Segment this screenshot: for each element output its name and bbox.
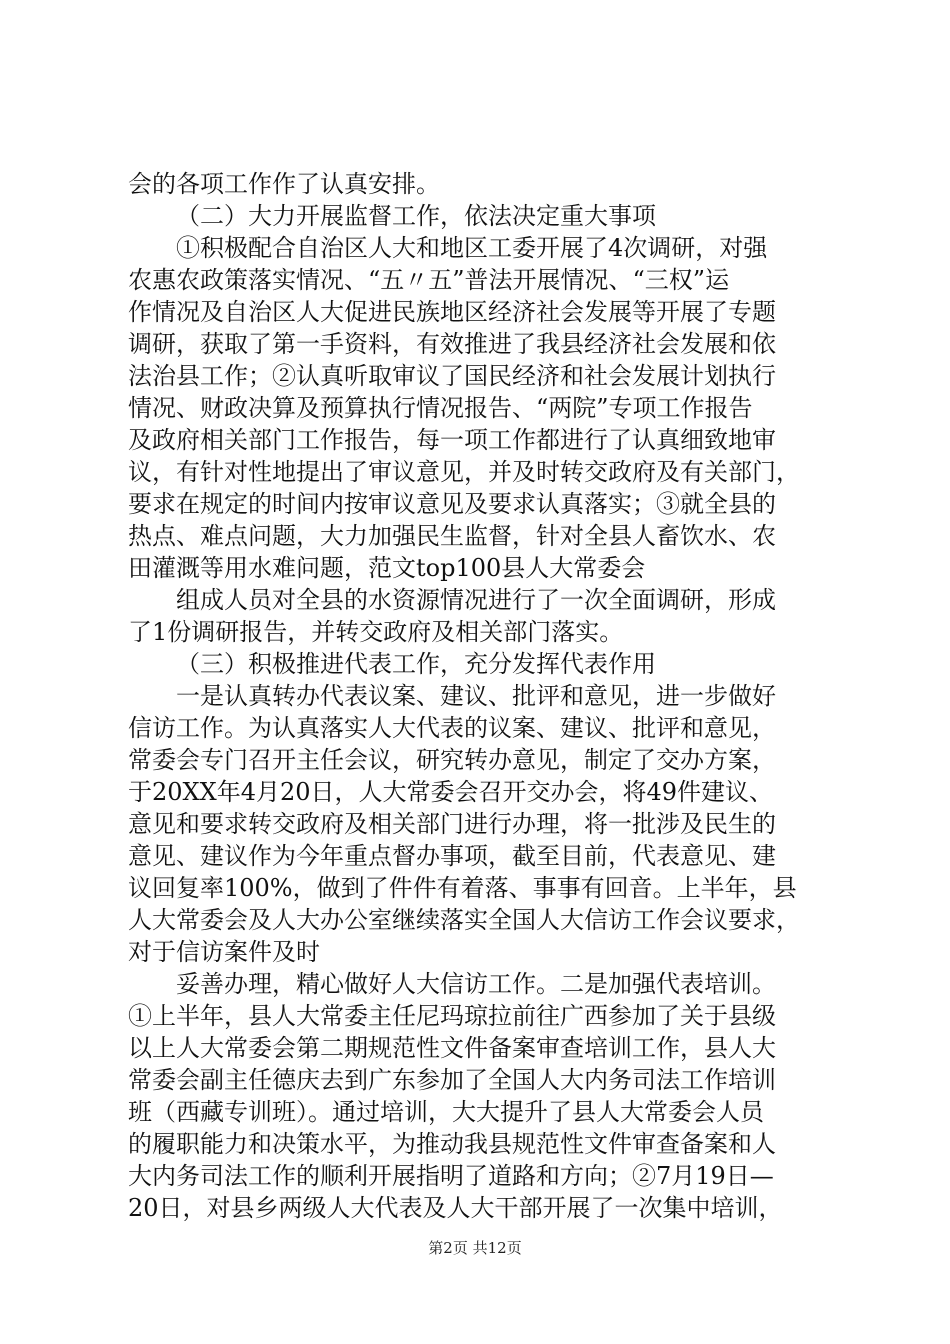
text-line: 组成人员对全县的水资源情况进行了一次全面调研，形成 (176, 586, 776, 614)
document-body (128, 168, 848, 1224)
text-line: 以上人大常委会第二期规范性文件备案审查培训工作，县人大 (128, 1034, 776, 1062)
text-line: 会的各项工作作了认真安排。 (128, 170, 440, 198)
text-line: 要求在规定的时间内按审议意见及要求认真落实；③就全县的 (128, 490, 776, 518)
text-line: 了1份调研报告，并转交政府及相关部门落实。 (128, 618, 624, 646)
text-line: 班（西藏专训班）。通过培训，大大提升了县人大常委会人员 (128, 1098, 764, 1126)
text-line: ①上半年，县人大常委主任尼玛琼拉前往广西参加了关于县级 (128, 1002, 776, 1030)
text-line: 意见、建议作为今年重点督办事项，截至目前，代表意见、建 (128, 842, 776, 870)
text-line: 常委会专门召开主任会议，研究转办意见，制定了交办方案， (128, 746, 776, 774)
text-line: 常委会副主任德庆去到广东参加了全国人大内务司法工作培训 (128, 1066, 776, 1094)
text-line: 热点、难点问题，大力加强民生监督，针对全县人畜饮水、农 (128, 522, 776, 550)
text-line: 农惠农政策落实情况、“五〃五”普法开展情况、“三权”运 (128, 266, 730, 294)
text-line: 作情况及自治区人大促进民族地区经济社会发展等开展了专题 (128, 298, 776, 326)
text-line: 法治县工作；②认真听取审议了国民经济和社会发展计划执行 (128, 362, 776, 390)
text-line: 调研，获取了第一手资料，有效推进了我县经济社会发展和依 (128, 330, 776, 358)
text-line: 一是认真转办代表议案、建议、批评和意见，进一步做好 (176, 682, 776, 710)
text-line: 20日，对县乡两级人大代表及人大干部开展了一次集中培训， (128, 1194, 783, 1222)
text-line: 对于信访案件及时 (128, 938, 320, 966)
text-line: 于20XX年4月20日，人大常委会召开交办会，将49件建议、 (128, 778, 774, 806)
text-line: （三）积极推进代表工作，充分发挥代表作用 (176, 650, 656, 678)
page-footer: 第2页 共12页 (428, 1239, 522, 1257)
text-line: 的履职能力和决策水平，为推动我县规范性文件审查备案和人 (128, 1130, 776, 1158)
text-line: 大内务司法工作的顺利开展指明了道路和方向；②7月19日— (128, 1162, 774, 1190)
text-line: 信访工作。为认真落实人大代表的议案、建议、批评和意见， (128, 714, 776, 742)
text-line: 议回复率100%，做到了件件有着落、事事有回音。上半年，县 (128, 874, 797, 902)
text-line: 田灌溉等用水难问题，范文top100县人大常委会 (128, 554, 646, 582)
text-line: ①积极配合自治区人大和地区工委开展了4次调研，对强 (176, 234, 768, 262)
text-line: 人大常委会及人大办公室继续落实全国人大信访工作会议要求， (128, 906, 800, 934)
text-line: 及政府相关部门工作报告，每一项工作都进行了认真细致地审 (128, 426, 776, 454)
text-line: 意见和要求转交政府及相关部门进行办理，将一批涉及民生的 (128, 810, 776, 838)
text-line: 议，有针对性地提出了审议意见，并及时转交政府及有关部门， (128, 458, 800, 486)
text-line: 妥善办理，精心做好人大信访工作。二是加强代表培训。 (176, 970, 776, 998)
text-line: （二）大力开展监督工作，依法决定重大事项 (176, 202, 656, 230)
text-line: 情况、财政决算及预算执行情况报告、“两院”专项工作报告 (128, 394, 753, 422)
